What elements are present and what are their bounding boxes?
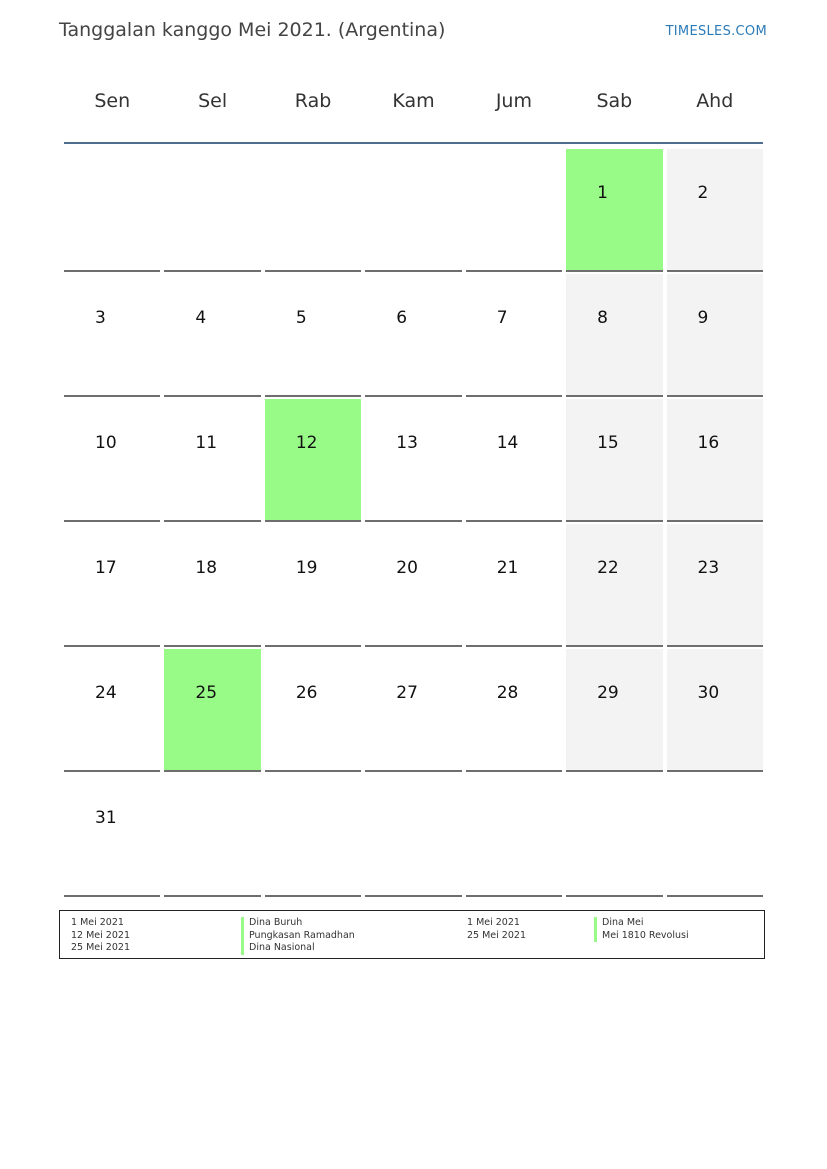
calendar-day <box>566 399 662 522</box>
legend-date: 25 Mei 2021 <box>71 942 130 954</box>
day-number: 10 <box>95 433 117 453</box>
calendar-day <box>64 649 160 772</box>
holiday-legend <box>59 910 765 959</box>
day-number: 26 <box>295 683 318 703</box>
day-number: 8 <box>597 308 608 328</box>
calendar-week-row <box>62 397 765 522</box>
calendar-day <box>265 649 361 772</box>
calendar-week-row <box>62 647 765 772</box>
calendar-day-empty <box>566 774 662 897</box>
calendar-day-holiday <box>265 399 361 522</box>
calendar-day-empty <box>265 774 361 897</box>
weekday-label: Kam <box>392 90 435 112</box>
day-number: 31 <box>95 808 117 828</box>
day-number: 24 <box>95 683 117 703</box>
legend-holiday-name: Mei 1810 Revolusi <box>594 930 689 943</box>
brand-link[interactable]: TIMESLES.COM <box>665 24 767 39</box>
day-number: 13 <box>396 433 418 453</box>
calendar-week-row <box>62 272 765 397</box>
day-number: 27 <box>396 683 418 703</box>
weekday-label: Sen <box>94 90 131 112</box>
page-title: Tanggalan kanggo Mei 2021. (Argentina) <box>59 19 446 41</box>
calendar-day <box>466 524 562 647</box>
day-number: 28 <box>496 683 519 703</box>
legend-names-right <box>594 917 689 942</box>
calendar-day <box>64 274 160 397</box>
calendar-day <box>667 524 763 647</box>
day-number: 23 <box>697 558 720 578</box>
calendar-day <box>365 524 461 647</box>
calendar-day <box>365 399 461 522</box>
day-number: 11 <box>195 433 218 453</box>
calendar-day <box>265 274 361 397</box>
weekday-label: Sab <box>596 90 633 112</box>
calendar-day-empty <box>667 774 763 897</box>
calendar-day-empty <box>64 149 160 272</box>
calendar-day-empty <box>466 149 562 272</box>
calendar-day <box>667 399 763 522</box>
day-number: 14 <box>496 433 519 453</box>
legend-date: 1 Mei 2021 <box>467 917 520 928</box>
calendar-day <box>164 274 260 397</box>
weekday-label: Ahd <box>696 90 734 112</box>
day-number: 6 <box>396 308 408 328</box>
day-number: 3 <box>95 308 106 328</box>
weekday-label: Rab <box>294 90 332 112</box>
calendar-day <box>667 274 763 397</box>
calendar-day-holiday <box>566 149 662 272</box>
calendar-day <box>466 649 562 772</box>
day-number: 19 <box>295 558 318 578</box>
day-number: 9 <box>697 308 709 328</box>
legend-holiday-name: Dina Buruh <box>241 917 355 930</box>
day-number: 12 <box>295 433 318 453</box>
legend-holiday-name: Dina Nasional <box>241 942 355 955</box>
day-number: 22 <box>597 558 619 578</box>
calendar-day-empty <box>265 149 361 272</box>
calendar-day-empty <box>365 774 461 897</box>
calendar-day <box>566 274 662 397</box>
day-number: 21 <box>496 558 519 578</box>
legend-dates-left <box>71 917 130 955</box>
legend-holiday-name: Dina Mei <box>594 917 689 930</box>
calendar-week-row <box>62 147 765 272</box>
legend-holiday-name: Pungkasan Ramadhan <box>241 930 355 943</box>
legend-date: 1 Mei 2021 <box>71 917 124 928</box>
weekday-label: Sel <box>198 90 228 112</box>
calendar-day <box>164 399 260 522</box>
day-number: 20 <box>396 558 418 578</box>
day-number: 16 <box>697 433 720 453</box>
calendar-day <box>365 274 461 397</box>
day-number: 15 <box>597 433 619 453</box>
calendar-day-empty <box>164 149 260 272</box>
calendar-day <box>265 524 361 647</box>
day-number: 4 <box>195 308 207 328</box>
header-divider <box>64 142 763 144</box>
day-number: 1 <box>597 183 608 203</box>
calendar-day <box>566 524 662 647</box>
legend-dates-right <box>467 917 526 942</box>
day-number: 30 <box>697 683 720 703</box>
day-number: 17 <box>95 558 117 578</box>
calendar-day <box>365 649 461 772</box>
day-number: 18 <box>195 558 218 578</box>
calendar-week-row <box>62 522 765 647</box>
calendar-day-holiday <box>164 649 260 772</box>
calendar-grid <box>62 147 765 897</box>
day-number: 7 <box>496 308 508 328</box>
legend-names-left <box>241 917 355 955</box>
calendar-day <box>64 399 160 522</box>
weekday-label: Jum <box>495 90 532 112</box>
calendar-day-empty <box>466 774 562 897</box>
calendar-day <box>667 649 763 772</box>
calendar-week-row <box>62 772 765 897</box>
legend-date: 25 Mei 2021 <box>467 929 526 941</box>
calendar-day <box>566 649 662 772</box>
day-number: 29 <box>597 683 619 703</box>
calendar-day <box>64 774 160 897</box>
calendar-day <box>64 524 160 647</box>
weekday-header <box>62 90 765 112</box>
calendar-day-empty <box>164 774 260 897</box>
day-number: 25 <box>195 683 218 703</box>
calendar-day <box>164 524 260 647</box>
calendar-day-empty <box>365 149 461 272</box>
calendar-day <box>667 149 763 272</box>
calendar-day <box>466 399 562 522</box>
day-number: 5 <box>295 308 307 328</box>
legend-date: 12 Mei 2021 <box>71 929 130 941</box>
day-number: 2 <box>697 183 709 203</box>
calendar-day <box>466 274 562 397</box>
